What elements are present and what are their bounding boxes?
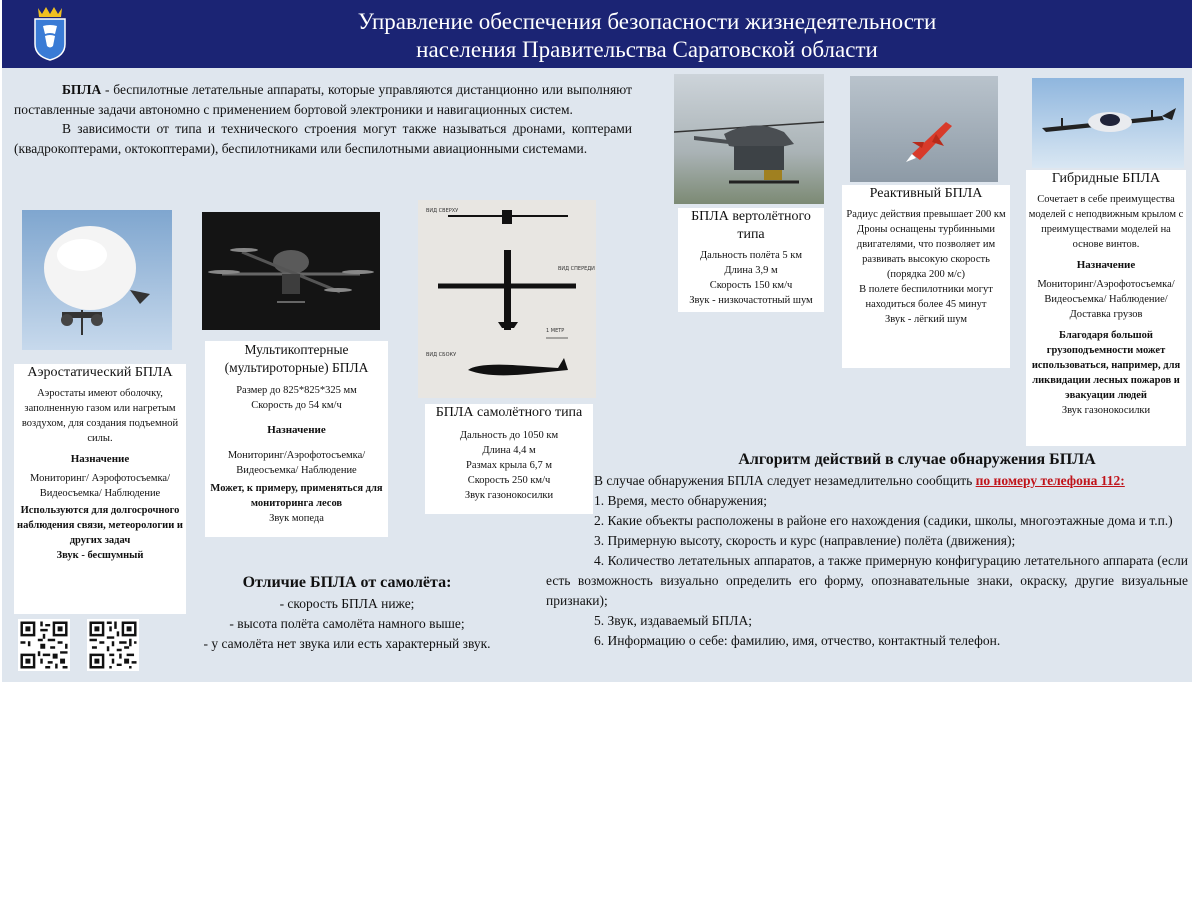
card-plane-wingspan: Размах крыла 6,7 м — [466, 460, 552, 471]
card-jet — [842, 185, 1010, 368]
algorithm-title: Алгоритм действий в случае обнаружения БПЛА — [738, 451, 1096, 468]
difference-block — [202, 572, 492, 654]
diagram-label-front: ВИД СПЕРЕДИ — [558, 266, 595, 272]
poster — [2, 0, 1192, 682]
card-aerostat — [14, 364, 186, 614]
card-helicopter-speed: Скорость 150 км/ч — [709, 280, 793, 291]
card-helicopter-range: Дальность полёта 5 км — [700, 250, 802, 261]
card-aerostat-purpose: Мониторинг/ Аэрофотосъемка/ Видеосъемка/ Наблюдение — [30, 473, 170, 499]
jet-photo — [850, 76, 998, 182]
intro-term: БПЛА — [62, 82, 102, 97]
card-multicopter-usage: Может, к примеру, применяться для мониторинга лесов — [210, 483, 383, 509]
card-helicopter-length: Длина 3,9 м — [724, 265, 778, 276]
card-plane-title: БПЛА самолётного типа — [435, 405, 583, 420]
diagram-label-scale: 1 МЕТР — [546, 328, 565, 334]
card-jet-engines: Дроны оснащены турбинными двигателями, что позволяет им развивать высокую скорость (порядка 200 м/с) — [856, 224, 996, 280]
hybrid-photo — [1032, 78, 1184, 168]
card-jet-title: Реактивный БПЛА — [869, 186, 983, 201]
card-jet-sound: Звук - лёгкий шум — [885, 314, 967, 325]
card-multicopter-title: Мультикоптерные (мультироторные) БПЛА — [224, 342, 369, 375]
card-aerostat-title: Аэростатический БПЛА — [27, 365, 173, 380]
plane-diagram-photo — [418, 200, 596, 398]
algorithm-step: 2. Какие объекты расположены в районе его нахождения (садики, школы, многоэтажные дома и т.п.) — [594, 513, 1173, 528]
card-hybrid-usage: Благодаря большой грузоподъемности может использоваться, например, для ликвидации лесных пожаров и эвакуации людей — [1031, 330, 1181, 401]
diagram-label-top: ВИД СВЕРХУ — [426, 208, 459, 214]
card-jet-endurance: В полете беспилотники могут находиться более 45 минут — [859, 284, 993, 310]
intro-paragraph-2: В зависимости от типа и технического строения могут также называться дронами, коптерами (квадрокоптерами, октокоптерами), беспилотниками или беспилотными авиационными системами. — [14, 121, 632, 156]
card-hybrid-title: Гибридные БПЛА — [1051, 171, 1161, 186]
card-hybrid-purpose-head: Назначение — [1076, 259, 1136, 271]
difference-title: Отличие БПЛА от самолёта: — [242, 574, 452, 591]
header-title-line-2: населения Правительства Саратовской области — [416, 37, 878, 62]
card-helicopter-title: БПЛА вертолётного типа — [691, 209, 811, 242]
aerostat-photo — [22, 210, 172, 350]
card-multicopter-size: Размер до 825*825*325 мм — [236, 385, 357, 396]
card-hybrid — [1026, 170, 1186, 446]
difference-item: - высота полёта самолёта намного выше; — [229, 616, 465, 631]
card-helicopter-sound: Звук - низкочастотный шум — [689, 295, 813, 306]
algorithm-block — [546, 449, 1188, 651]
algorithm-step: 4. Количество летательных аппаратов, а также примерную конфигурацию летательного аппарата (если есть возможность визуально определить его форму, опознавательные знаки, окраску, другие визуальные признаки); — [546, 553, 1188, 608]
card-helicopter — [678, 208, 824, 312]
algorithm-step: 3. Примерную высоту, скорость и курс (направление) полёта (движения); — [594, 533, 1016, 548]
card-plane-range: Дальность до 1050 км — [459, 430, 559, 441]
intro-paragraph-1 — [14, 80, 632, 119]
card-hybrid-sound: Звук газонокосилки — [1061, 405, 1151, 416]
card-aerostat-purpose-head: Назначение — [70, 453, 130, 465]
qr-code-icon[interactable] — [18, 619, 70, 671]
card-plane-sound: Звук газонокосилки — [464, 490, 554, 501]
card-aerostat-usage: Используются для долгосрочного наблюдения связи, метеорологии и других задач — [17, 505, 183, 546]
card-hybrid-desc: Сочетает в себе преимущества моделей с неподвижным крылом с преимуществами моделей на основе винтов. — [1028, 194, 1184, 250]
helicopter-photo — [674, 74, 824, 204]
card-aerostat-desc: Аэростаты имеют оболочку, заполненную газом или нагретым воздухом, для создания подъемной силы. — [21, 388, 179, 444]
card-multicopter — [205, 341, 388, 537]
card-hybrid-purpose: Мониторинг/Аэрофотосъемка/ Видеосъемка/ Наблюдение/ Доставка грузов — [1037, 279, 1175, 320]
card-plane-speed: Скорость 250 км/ч — [467, 475, 551, 486]
card-multicopter-purpose-head: Назначение — [267, 424, 326, 436]
emergency-phone-link[interactable]: по номеру телефона 112: — [975, 473, 1125, 488]
algorithm-step: 5. Звук, издаваемый БПЛА; — [594, 613, 752, 628]
qr-code-icon[interactable] — [87, 619, 139, 671]
header — [2, 0, 1192, 68]
difference-item: - скорость БПЛА ниже; — [279, 596, 415, 611]
difference-item: - у самолёта нет звука или есть характерный звук. — [203, 636, 491, 651]
algorithm-lead — [546, 471, 1188, 491]
card-plane-length: Длина 4,4 м — [482, 445, 536, 456]
card-multicopter-sound: Звук мопеда — [269, 513, 324, 524]
diagram-label-side: ВИД СБОКУ — [426, 352, 457, 358]
algorithm-step: 6. Информацию о себе: фамилию, имя, отчество, контактный телефон. — [594, 633, 1001, 648]
intro-definition: - беспилотные летательные аппараты, которые управляются дистанционно или выполняют поставленные задачи автономно с применением бортовой электроники и навигационных систем. — [14, 82, 632, 117]
intro-text — [14, 80, 632, 158]
card-jet-radius: Радиус действия превышает 200 км — [846, 209, 1006, 220]
algorithm-step: 1. Время, место обнаружения; — [594, 493, 767, 508]
card-aerostat-sound: Звук - бесшумный — [56, 550, 144, 561]
card-multicopter-purpose: Мониторинг/Аэрофотосъемка/ Видеосъемка/ Наблюдение — [227, 450, 366, 476]
card-multicopter-speed: Скорость до 54 км/ч — [251, 400, 342, 411]
header-title-line-1: Управление обеспечения безопасности жизнедеятельности — [357, 9, 937, 34]
multicopter-photo — [202, 212, 380, 330]
algorithm-lead-text: В случае обнаружения БПЛА следует незамедлительно сообщить — [594, 473, 976, 488]
